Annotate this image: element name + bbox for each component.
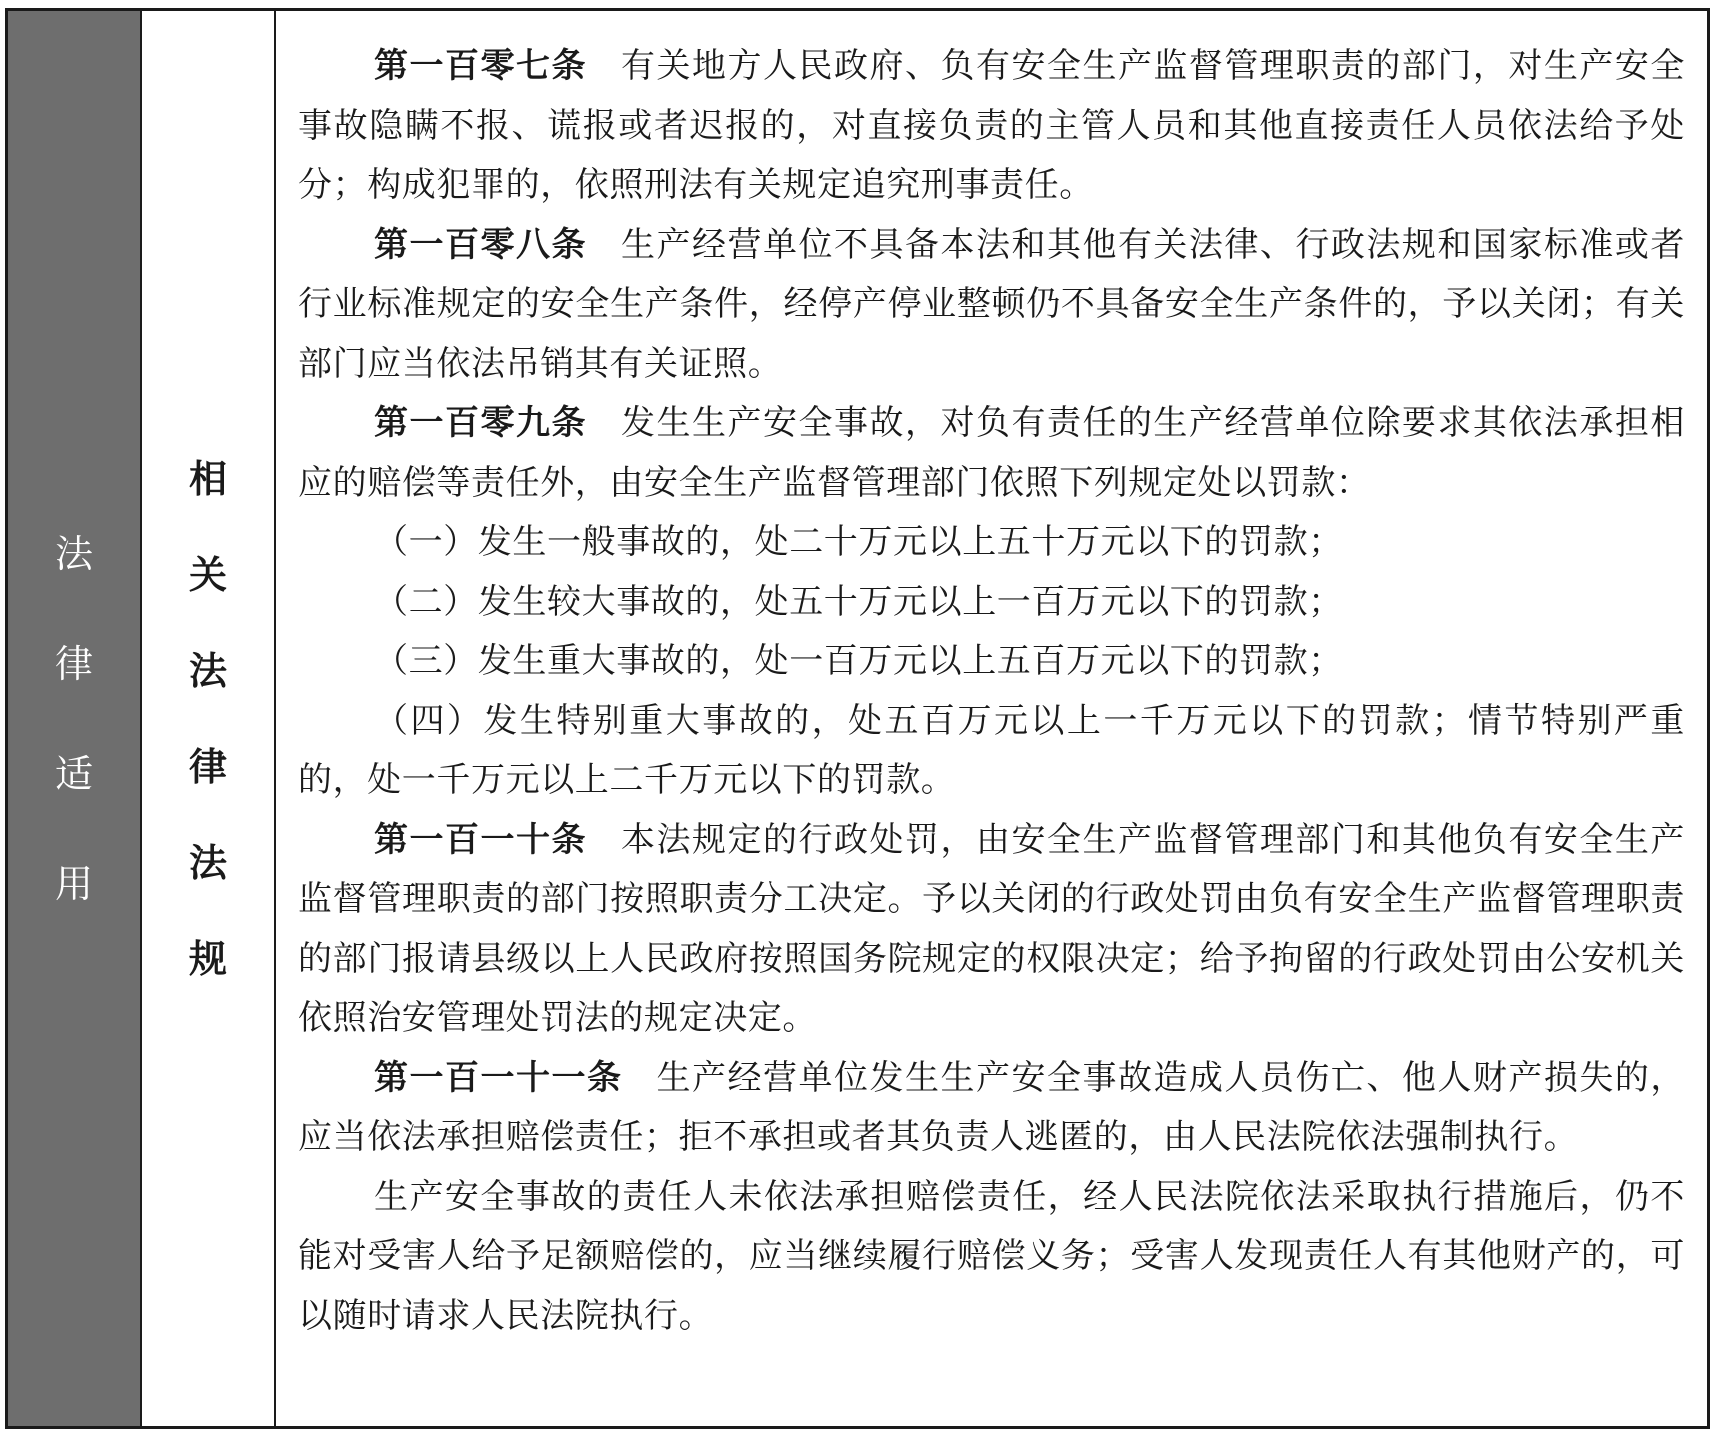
list-item-paragraph (298, 632, 1685, 692)
article-text: 发生生产安全事故，对负有责任的生产经营单位除要求其依法承担相应的赔偿等责任外，由安全生产监督管理部门依照下列规定处以罚款： (298, 403, 1685, 503)
article-text: （二）发生较大事故的，处五十万元以上一百万元以下的罚款； (374, 581, 1343, 622)
subcategory-char: 关 (188, 552, 227, 597)
subcategory-char: 规 (188, 936, 227, 981)
subcategory-char: 法 (188, 648, 227, 693)
law-table (5, 8, 1710, 1429)
article-paragraph (298, 1049, 1685, 1168)
article-text: 本法规定的行政处罚，由安全生产监督管理部门和其他负有安全生产监督管理职责的部门按照职责分工决定。予以关闭的行政处罚由负有安全生产监督管理职责的部门报请县级以上人民政府按照国务院规定的权限决定；给予拘留的行政处罚由公安机关依照治安管理处罚法的规定决定。 (298, 819, 1685, 1038)
list-item-paragraph (298, 513, 1685, 573)
subcategory-char: 法 (188, 840, 227, 885)
article-number: 第一百一十一条 (374, 1057, 623, 1098)
category-char: 律 (54, 641, 93, 686)
article-number: 第一百零七条 (374, 46, 587, 86)
article-paragraph (298, 216, 1685, 395)
subcategory-column (142, 11, 276, 1426)
category-label (55, 499, 93, 939)
article-number: 第一百零九条 (374, 403, 587, 443)
article-text: （三）发生重大事故的，处一百万元以上五百万元以下的罚款； (374, 641, 1343, 681)
continuation-paragraph (298, 1168, 1685, 1347)
list-item-paragraph (298, 692, 1685, 811)
article-paragraph (298, 394, 1685, 513)
category-char: 适 (54, 751, 93, 796)
article-text: （一）发生一般事故的，处二十万元以上五十万元以下的罚款； (374, 522, 1343, 562)
category-column (8, 11, 142, 1426)
article-text: 有关地方人民政府、负有安全生产监督管理职责的部门，对生产安全事故隐瞒不报、谎报或者迟报的，对直接负责的主管人员和其他直接责任人员依法给予处分；构成犯罪的，依照刑法有关规定追究刑事责任。 (298, 46, 1685, 205)
article-text: （四）发生特别重大事故的，处五百万元以上一千万元以下的罚款；情节特别严重的，处一千万元以上二千万元以下的罚款。 (298, 700, 1685, 800)
article-number: 第一百一十条 (374, 819, 587, 860)
article-text: 生产安全事故的责任人未依法承担赔偿责任，经人民法院依法采取执行措施后，仍不能对受害人给予足额赔偿的，应当继续履行赔偿义务；受害人发现责任人有其他财产的，可以随时请求人民法院执行。 (298, 1176, 1685, 1336)
article-text: 生产经营单位不具备本法和其他有关法律、行政法规和国家标准或者行业标准规定的安全生产条件，经停产停业整顿仍不具备安全生产条件的，予以关闭；有关部门应当依法吊销其有关证照。 (298, 224, 1685, 384)
article-paragraph (298, 37, 1685, 216)
category-char: 用 (54, 861, 93, 906)
subcategory-char: 律 (188, 744, 227, 789)
article-text: 生产经营单位发生生产安全事故造成人员伤亡、他人财产损失的，应当依法承担赔偿责任；拒不承担或者其负责人逃匿的，由人民法院依法强制执行。 (298, 1057, 1685, 1157)
subcategory-label (189, 431, 227, 1007)
subcategory-char: 相 (188, 456, 227, 501)
content-column (276, 11, 1707, 1426)
article-number: 第一百零八条 (374, 224, 587, 265)
article-paragraph (298, 811, 1685, 1049)
list-item-paragraph (298, 573, 1685, 633)
category-char: 法 (54, 531, 93, 576)
